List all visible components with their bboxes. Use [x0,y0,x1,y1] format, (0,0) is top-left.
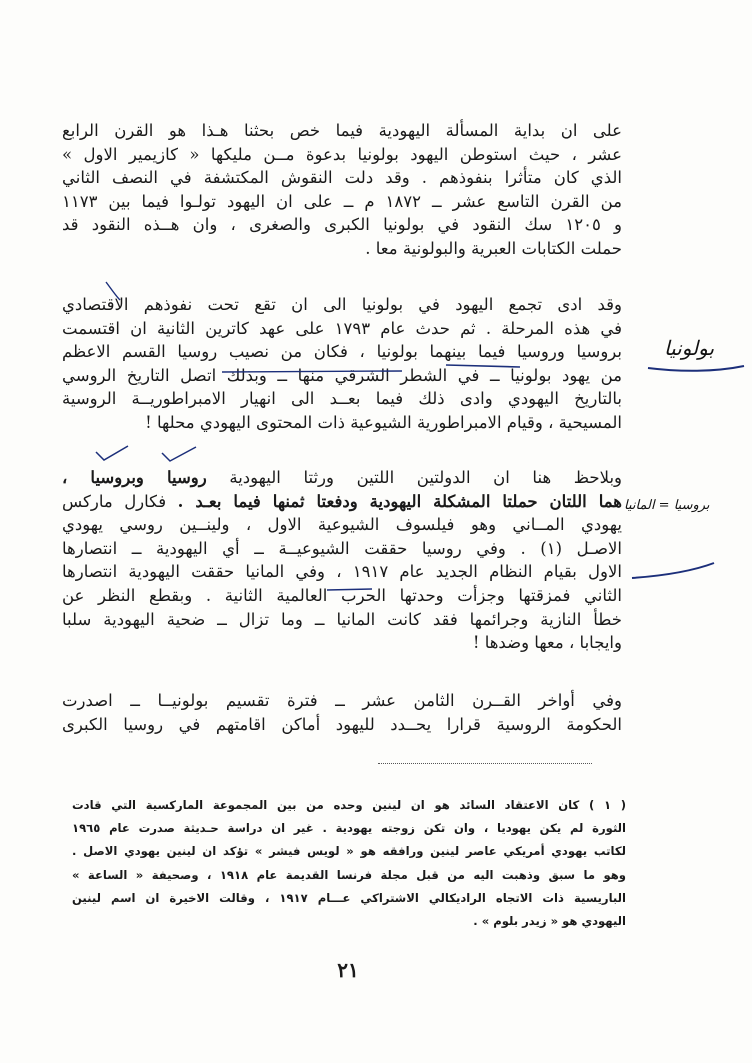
text-line: وفي أواخر القــرن الثامن عشر ــ فترة تقسيم بولونيــا ــ اصدرت [62,691,622,710]
margin-underline-stroke [648,366,744,371]
footnote-line: ( ١ ) كان الاعتقاد السائد هو ان لينين وحده من بين المجموعة الماركسية التي قادت [72,798,626,812]
text-line: وقد ادى تجمع اليهود في بولونيا الى ان تقع تحت نفوذهم الاقتصادي [62,295,622,314]
paragraph-4 [62,689,622,736]
text-line: يهودي المــاني وهو فيلسوف الشيوعية الاول ، ولينــين روسي يهودي [62,515,622,535]
text-line: بروسيا وروسيا فيما بينهما بولونيا ، فكان من نصيب روسيا القسم الاعظم [62,342,622,362]
text-line: من يهود بولونيا ــ في الشطر الشرقي منها ــ وبذلك اتصل التاريخ الروسي [62,365,622,385]
highlighted-text: هما اللتان حملتا المشكلة اليهودية ودفعتا ثمنها فيما بعـد . [177,491,622,511]
margin-note-handwritten: بروسيا = المانيا [624,498,710,513]
footnote-line: لكاتب يهودي أمريكي عاصر لينين ورافقه هو « لويس فيشر » تؤكد ان لينين يهودي الاصل . [72,844,626,859]
page-number: ٢١ [337,958,359,982]
footnote-line: اليهودي هو « زيدر بلوم » . [473,914,626,929]
check-mark-stroke [162,447,196,461]
text-line: وايجابا ، معها وضدها ! [472,633,622,653]
footnote-separator [378,763,592,764]
text-line: الثاني فمزقتها وجزأت وحدتها الحرب العالمية الثانية . وبقطع النظر عن [62,585,622,605]
text-line: الذي كان متأثرا بنفوذهم . وقد دلت النقوش المكتشفة في النصف الثاني [62,168,622,188]
text-line: الاصـل (١) . وفي روسيا حققت الشيوعيــة ــ أي اليهودية ــ انتصارها [62,538,622,558]
text-line: المسيحية ، وقيام الامبراطورية الشيوعية ذات المحتوى اليهودي محلها ! [145,412,622,432]
text-line: حملت الكتابات العبرية والبولونية معا . [365,238,622,258]
paragraph-1 [62,119,622,261]
paragraph-3 [62,466,622,655]
text-line: و ١٢٠٥ سك النقود في بولونيا الكبرى والصغرى ، وان هــذه النقود قد [62,215,622,235]
margin-note-handwritten: بولونيا [664,336,715,360]
text-line: الاول بقيام النظام الجديد عام ١٩١٧ ، وفي المانيا حققت اليهودية انتصارها [62,562,622,582]
text-line [62,490,622,514]
text-line: بالتاريخ اليهودي وادى ذلك فيما بعــد الى انهيار الامبراطوريــة الروسية [62,389,622,409]
footnote-line: وهو ما سبق وذهبت اليه من قبل مجلة فرنسا القديمة عام ١٩١٨ ، وصحيفة « الساعة » [72,867,626,882]
check-mark-stroke [96,446,128,460]
margin-arrow-stroke [632,563,714,578]
text-run: وبلاحظ هنا ان الدولتين اللتين ورثتا اليهودية [206,468,622,487]
text-line: على ان بداية المسألة اليهودية فيما خص بحثنا هـذا هو القرن الرابع [62,121,622,140]
text-line: من القرن التاسع عشر ــ ١٨٧٢ م ــ على ان اليهود تولـوا فيما بين ١١٧٣ [62,191,622,211]
footnote-line: الباريسية ذات الاتجاه الراديكالي الاشتراكي عـــام ١٩١٧ ، وقالت الاخيرة ان اسم لينين [72,890,626,905]
text-run: فكارل ماركس [62,491,178,511]
footnote-line: الثورة لم يكن يهوديا ، وان تكن زوجته يهودية . غير ان دراسة حـديثة صدرت عام ١٩٦٥ [72,821,626,836]
paragraph-2 [62,293,622,435]
text-line [62,466,622,490]
text-line: خطأ النازية وجرائمها فقد كانت المانيا ــ وما تزال ــ ضحية اليهودية سلبا [62,609,622,629]
footnote [72,794,626,933]
text-line: الحكومة الروسية قرارا يحــدد لليهود أماكن اقامتهم في روسيا الكبرى [62,714,622,734]
text-line: في هذه المرحلة . ثم حدث عام ١٧٩٣ على عهد كاترين الثانية ان اقتسمت [62,318,622,338]
highlighted-text: روسيا وبروسيا ، [62,468,207,487]
text-line: عشر ، حيث استوطن اليهود بولونيا بدعوة مــن مليكها « كازيمير الاول » [62,144,622,164]
